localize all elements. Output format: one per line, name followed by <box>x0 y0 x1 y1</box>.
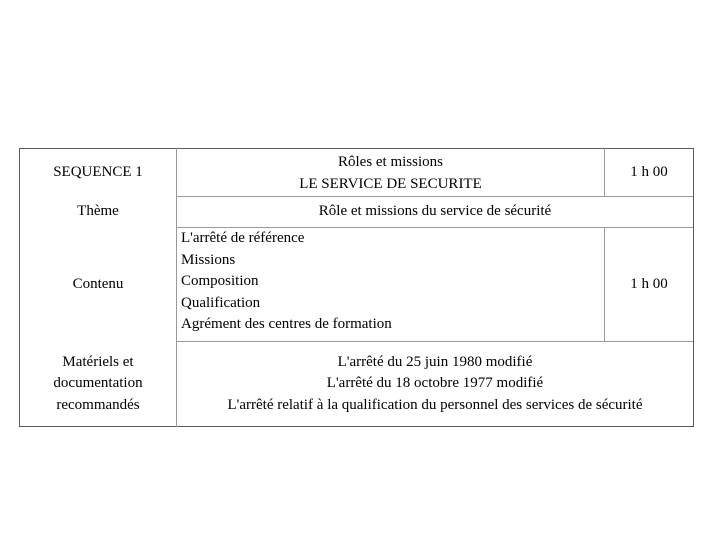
sequence-title-line1: Rôles et missions <box>337 153 443 170</box>
materials-ref: L'arrêté du 18 octobre 1977 modifié <box>326 375 544 392</box>
theme-content: Rôle et missions du service de sécurité <box>318 203 552 220</box>
materials-label-line1: Matériels et <box>62 353 134 370</box>
materials-refs-cell <box>177 342 693 426</box>
content-item: Composition <box>181 273 259 289</box>
content-items-cell <box>177 228 604 341</box>
content-item: Agrément des centres de formation <box>181 316 392 332</box>
content-item: Qualification <box>181 294 261 311</box>
sequence-label: SEQUENCE 1 <box>53 163 143 180</box>
content-item: Missions <box>181 251 236 268</box>
materials-label-line3: recommandés <box>56 396 140 413</box>
materials-label-line2: documentation <box>53 375 143 392</box>
content-label-cell <box>20 228 176 341</box>
content-item: L'arrêté de référence <box>181 230 305 246</box>
sequence-title-line2: LE SERVICE DE SECURITE <box>299 175 482 192</box>
theme-label: Thème <box>77 203 119 220</box>
content-duration-cell <box>605 228 693 341</box>
content-label: Contenu <box>72 275 124 292</box>
materials-ref: L'arrêté relatif à la qualification du personnel des services de sécurité <box>227 396 643 413</box>
materials-ref: L'arrêté du 25 juin 1980 modifié <box>337 353 533 370</box>
materials-label-cell <box>20 342 176 426</box>
content-duration: 1 h 00 <box>630 275 668 292</box>
sequence-duration: 1 h 00 <box>630 163 668 180</box>
sequence-title-cell <box>177 149 604 196</box>
sequence-duration-cell <box>605 149 693 196</box>
theme-content-cell <box>177 197 693 227</box>
sequence-label-cell <box>20 149 176 196</box>
table-right-border <box>693 148 694 427</box>
theme-label-cell <box>20 197 176 227</box>
table-bottom-border <box>19 426 694 427</box>
